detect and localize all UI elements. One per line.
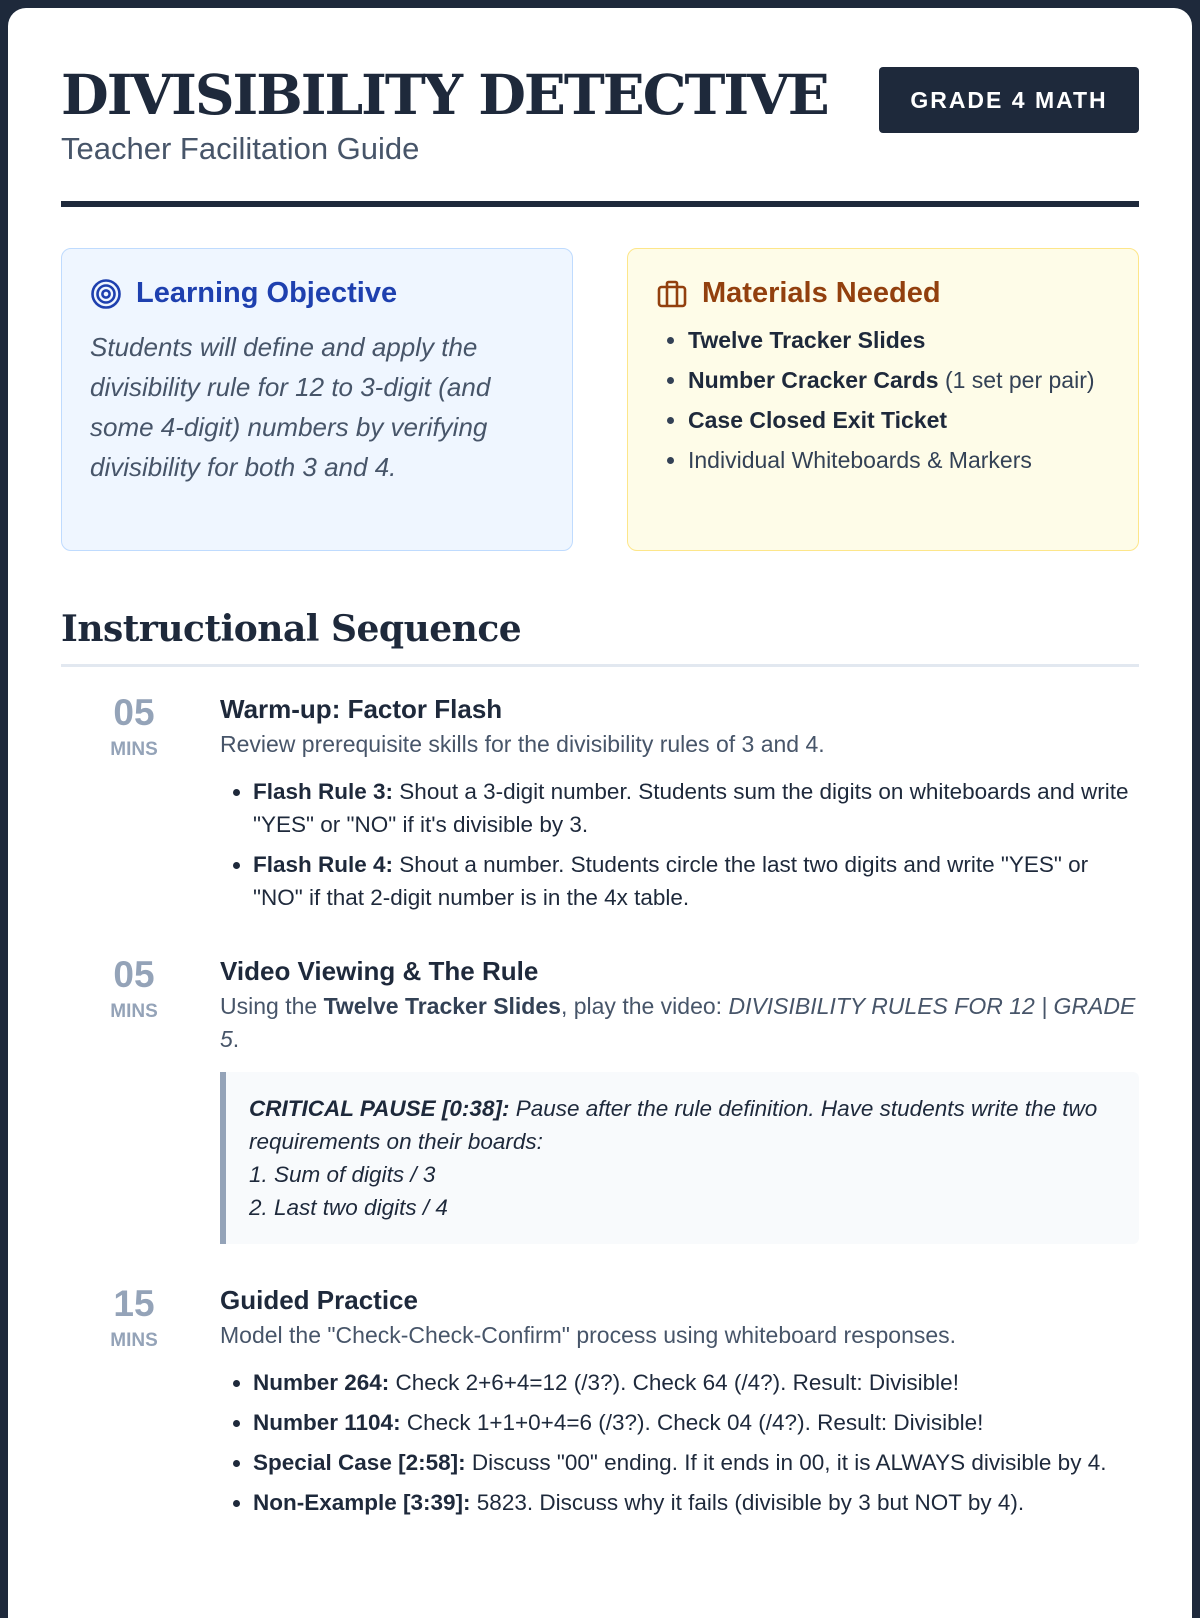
bullet-text: Discuss "00" ending. If it ends in 00, it is ALWAYS divisible by 4. (465, 1450, 1107, 1475)
item-text: Individual Whiteboards & Markers (688, 447, 1032, 473)
objective-text: Students will define and apply the divisibility rule for 12 to 3-digit (and some 4-digit) numbers by verifying divisibility for both 3 and 4. (90, 332, 491, 482)
callout-text: Pause after the rule definition. Have students write the two requirements on their boards: (249, 1096, 1098, 1154)
list-item (253, 1446, 1139, 1479)
list-item (253, 775, 1139, 841)
step-bullets (220, 775, 1139, 914)
step-body (220, 693, 1139, 921)
desc-text: Using the (220, 993, 324, 1019)
step-description (220, 990, 1139, 1056)
step-time (68, 1284, 200, 1526)
step-description: Model the "Check-Check-Confirm" process using whiteboard responses. (220, 1322, 957, 1348)
materials-heading: Materials Needed (702, 277, 941, 309)
title-block (61, 64, 828, 168)
callout-label: CRITICAL PAUSE [0:38]: (249, 1096, 510, 1121)
item-bold: Case Closed Exit Ticket (688, 407, 948, 433)
step-body (220, 955, 1139, 1244)
list-item (253, 1406, 1139, 1439)
step-minutes: 05 (113, 954, 155, 995)
step-video (61, 955, 1139, 1244)
item-bold: Twelve Tracker Slides (688, 327, 926, 353)
info-cards (61, 248, 1139, 551)
objective-heading: Learning Objective (136, 277, 398, 309)
target-icon (90, 278, 122, 310)
desc-text: , play the video: (560, 993, 729, 1019)
list-item (688, 404, 1110, 437)
bullet-text: Check 1+1+0+4=6 (/3?). Check 04 (/4?). Result: Divisible! (400, 1410, 984, 1435)
minutes-label: MINS (110, 739, 158, 760)
bullet-text: Check 2+6+4=12 (/3?). Check 64 (/4?). Result: Divisible! (389, 1370, 959, 1395)
list-item (688, 364, 1110, 397)
minutes-label: MINS (110, 1001, 158, 1022)
item-text: (1 set per pair) (938, 367, 1095, 393)
item-bold: Number Cracker Cards (688, 367, 939, 393)
materials-header (656, 277, 1110, 310)
objective-card (61, 248, 573, 551)
callout-line: 2. Last two digits / 4 (249, 1195, 448, 1220)
grade-badge: GRADE 4 MATH (879, 67, 1139, 133)
step-time (68, 693, 200, 921)
sequence-heading: Instructional Sequence (61, 608, 522, 650)
step-minutes: 05 (113, 692, 155, 733)
bullet-text: 5823. Discuss why it fails (divisible by 3 but NOT by 4). (470, 1490, 1025, 1515)
callout-line: 1. Sum of digits / 3 (249, 1162, 436, 1187)
step-bullets (220, 1366, 1139, 1519)
header-divider (61, 201, 1139, 207)
materials-list (656, 324, 1110, 477)
bullet-bold: Flash Rule 3: (253, 779, 394, 804)
critical-pause-callout (220, 1072, 1139, 1244)
step-guided-practice (61, 1284, 1139, 1526)
bullet-text: Shout a number. Students circle the last two digits and write "YES" or "NO" if that 2-digit number is in the 4x table. (253, 852, 1089, 910)
bullet-text: Shout a 3-digit number. Students sum the digits on whiteboards and write "YES" or "NO" if it's divisible by 3. (253, 779, 1129, 837)
desc-text: . (232, 1026, 240, 1052)
materials-card (627, 248, 1139, 551)
objective-header (90, 277, 544, 310)
desc-bold: Twelve Tracker Slides (323, 993, 561, 1019)
list-item (253, 848, 1139, 914)
list-item (253, 1366, 1139, 1399)
step-body (220, 1284, 1139, 1526)
bullet-bold: Non-Example [3:39]: (253, 1490, 471, 1515)
step-minutes: 15 (113, 1283, 155, 1324)
bullet-bold: Special Case [2:58]: (253, 1450, 466, 1475)
step-title: Warm-up: Factor Flash (220, 694, 503, 724)
guide-page (8, 8, 1192, 1618)
page-title: DIVISIBILITY DETECTIVE (61, 62, 828, 127)
step-time (68, 955, 200, 1244)
header (61, 64, 1139, 168)
bullet-bold: Number 264: (253, 1370, 390, 1395)
page-subtitle: Teacher Facilitation Guide (61, 131, 420, 166)
step-warmup (61, 693, 1139, 921)
list-item (688, 444, 1110, 477)
step-description: Review prerequisite skills for the divisibility rules of 3 and 4. (220, 731, 825, 757)
list-item (253, 1486, 1139, 1519)
minutes-label: MINS (110, 1330, 158, 1351)
list-item (688, 324, 1110, 357)
briefcase-icon (656, 278, 688, 310)
bullet-bold: Number 1104: (253, 1410, 401, 1435)
step-title: Guided Practice (220, 1285, 418, 1315)
step-title: Video Viewing & The Rule (220, 956, 539, 986)
bullet-bold: Flash Rule 4: (253, 852, 394, 877)
sequence-divider (61, 664, 1139, 667)
video-title: DIVISIBILITY RULES FOR 12 | GRADE 5 (220, 993, 1136, 1052)
